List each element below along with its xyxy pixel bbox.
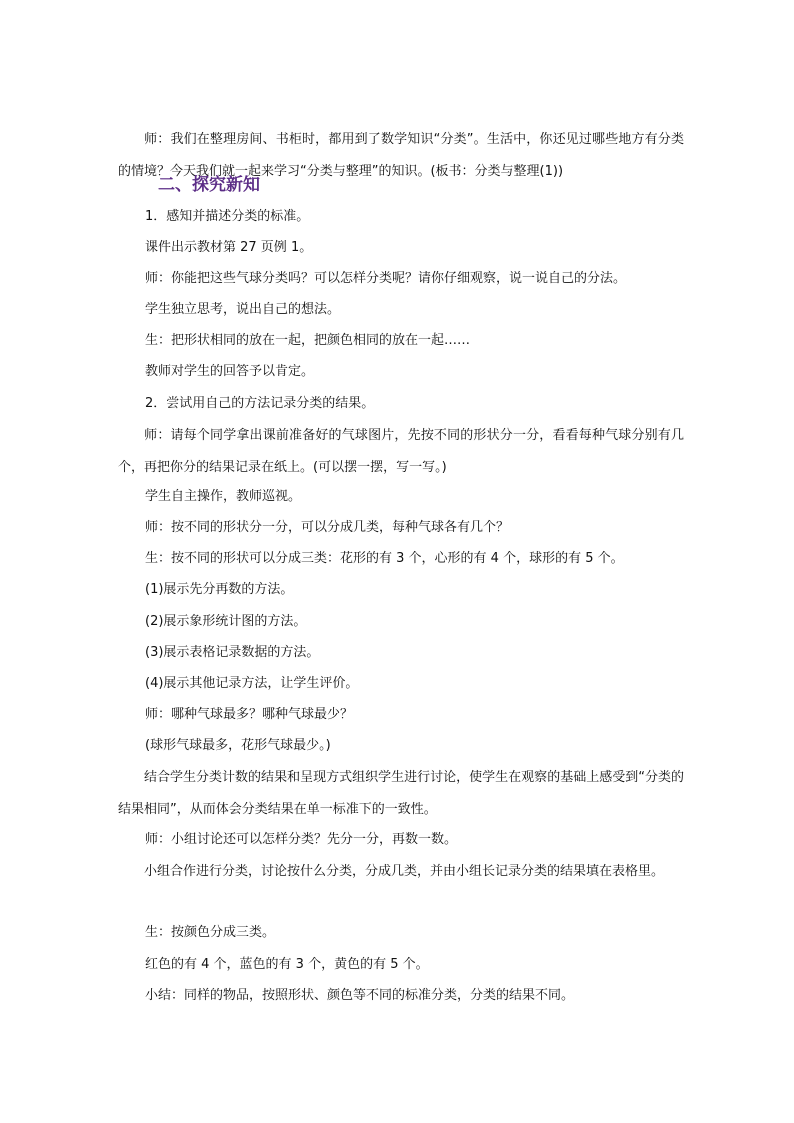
step-1-heading: 1．感知并描述分类的标准。 bbox=[145, 209, 310, 224]
method-item-4: (4)展示其他记录方法，让学生评价。 bbox=[145, 676, 359, 691]
student-answer-3: 生：按颜色分成三类。 bbox=[145, 925, 276, 940]
student-answer-2: 生：按不同的形状可以分成三类：花形的有 3 个，心形的有 4 个，球形的有 5 个。 bbox=[145, 551, 624, 566]
teacher-instruction-text: 师：请每个同学拿出课前准备好的气球图片，先按不同的形状分一分，看看每种气球分别有几个，再把你分的结果记录在纸上。(可以摆一摆，写一写。) bbox=[118, 428, 684, 475]
method-item-3: (3)展示表格记录数据的方法。 bbox=[145, 645, 320, 660]
teacher-question-4: 师：小组讨论还可以怎样分类？先分一分，再数一数。 bbox=[145, 832, 458, 847]
teacher-instruction-paragraph bbox=[118, 420, 684, 483]
student-think-line: 学生独立思考，说出自己的想法。 bbox=[145, 302, 341, 317]
color-count-line: 红色的有 4 个，蓝色的有 3 个，黄色的有 5 个。 bbox=[145, 957, 429, 972]
courseware-line: 课件出示教材第 27 页例 1。 bbox=[145, 240, 313, 255]
answer-line-3: (球形气球最多，花形气球最少。) bbox=[145, 738, 331, 753]
teacher-question-1: 师：你能把这些气球分类吗？可以怎样分类呢？请你仔细观察，说一说自己的分法。 bbox=[145, 271, 627, 286]
student-answer-1: 生：把形状相同的放在一起，把颜色相同的放在一起…… bbox=[145, 333, 471, 348]
group-work-paragraph bbox=[118, 856, 684, 888]
discussion-text: 结合学生分类计数的结果和呈现方式组织学生进行讨论，使学生在观察的基础上感受到“分类的结果相同”，从而体会分类结果在单一标准下的一致性。 bbox=[118, 770, 684, 817]
summary-line: 小结：同样的物品，按照形状、颜色等不同的标准分类，分类的结果不同。 bbox=[145, 988, 575, 1003]
teacher-question-2: 师：按不同的形状分一分，可以分成几类，每种气球各有几个？ bbox=[145, 520, 510, 535]
discussion-paragraph bbox=[118, 762, 684, 825]
step-2-heading: 2．尝试用自己的方法记录分类的结果。 bbox=[145, 396, 375, 411]
method-item-1: (1)展示先分再数的方法。 bbox=[145, 582, 294, 597]
group-work-text: 小组合作进行分类，讨论按什么分类，分成几类，并由小组长记录分类的结果填在表格里。 bbox=[144, 864, 665, 879]
section-heading: 二、探究新知 bbox=[158, 175, 260, 195]
student-operate-line: 学生自主操作，教师巡视。 bbox=[145, 489, 302, 504]
teacher-affirm-line: 教师对学生的回答予以肯定。 bbox=[145, 364, 315, 379]
method-item-2: (2)展示象形统计图的方法。 bbox=[145, 614, 307, 629]
teacher-question-3: 师：哪种气球最多？哪种气球最少？ bbox=[145, 707, 354, 722]
intro-paragraph-text: 师：我们在整理房间、书柜时，都用到了数学知识“分类”。生活中，你还见过哪些地方有分类的情境？今天我们就一起来学习“分类与整理”的知识。(板书：分类与整理(1)) bbox=[118, 132, 684, 179]
